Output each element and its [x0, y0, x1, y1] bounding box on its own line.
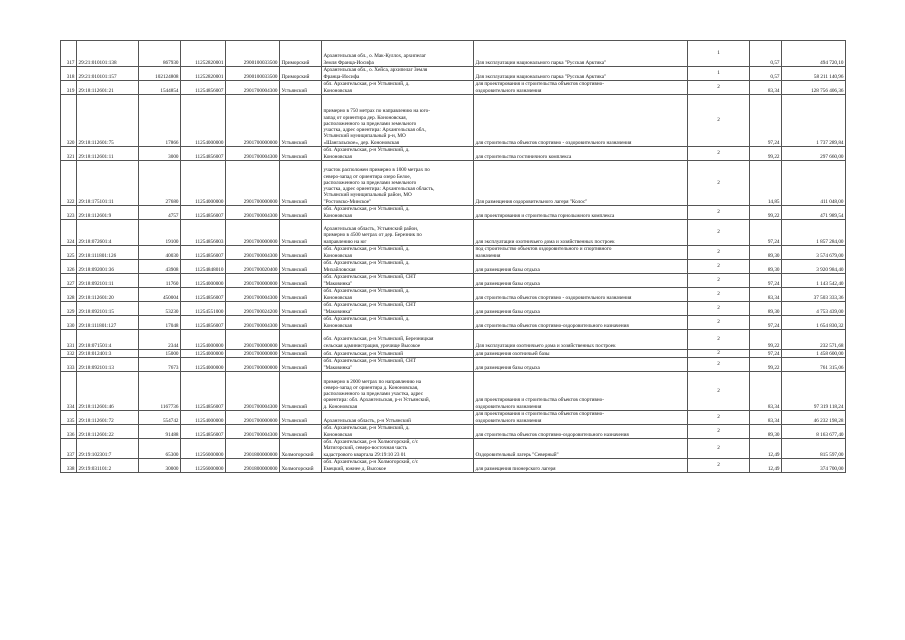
table-row	[61, 358, 846, 372]
okato-cell: 2901700004300	[226, 288, 280, 302]
oktmo-cell: 11254856007	[181, 81, 226, 95]
district-cell: Устьянский	[280, 425, 322, 439]
address-cell: обл. Архангельская, р-н Холмогорский, с/с Емецкий, южнее д. Высокое	[322, 459, 474, 473]
address-cell: Архангельская область, р-н Устьянский	[322, 411, 474, 425]
district-cell: Устьянский	[280, 350, 322, 358]
class-cell: 2	[688, 260, 750, 274]
cadastral-value-cell: 815 597,00	[782, 439, 846, 459]
oktmo-cell: 11254000000	[181, 411, 226, 425]
cadastral-number-cell: 29:21:010101:138	[77, 41, 139, 67]
permitted-use-cell: для размещения базы отдыха	[474, 302, 688, 316]
address-cell: обл. Архангельская, р-н Устьянский, СНТ "Маковинка"	[322, 358, 474, 372]
cadastral-value-cell: 37 503 333,36	[782, 288, 846, 302]
cadastral-value-cell: 297 660,00	[782, 147, 846, 161]
cadastral-number-cell: 29:18:111801:126	[77, 246, 139, 260]
cadastral-value-cell: 4 753 439,00	[782, 302, 846, 316]
cadastral-number-cell: 29:18:072601:4	[77, 220, 139, 246]
cadastral-value-cell: 8 163 677,40	[782, 425, 846, 439]
cadastral-value-cell: 374 700,00	[782, 459, 846, 473]
cadastral-number-cell: 29:18:012401:3	[77, 350, 139, 358]
class-cell: 2	[688, 459, 750, 473]
area-cell: 7673	[139, 358, 181, 372]
table-row	[61, 81, 846, 95]
permitted-use-cell: для проектирования и строительства объектов спортивно- оздоровительного назначения	[474, 411, 688, 425]
district-cell: Устьянский	[280, 302, 322, 316]
class-cell: 2	[688, 81, 750, 95]
okato-cell: 2901700000000	[226, 350, 280, 358]
oktmo-cell: 11254856007	[181, 246, 226, 260]
oktmo-cell: 11254848010	[181, 260, 226, 274]
district-cell: Холмогорский	[280, 459, 322, 473]
rate-cell: 89,30	[750, 260, 782, 274]
permitted-use-cell: для размещения базы отдыха	[474, 260, 688, 274]
rate-cell: 14,85	[750, 161, 782, 206]
okato-cell: 2901700004300	[226, 81, 280, 95]
cadastral-number-cell: 29:19:102301:7	[77, 439, 139, 459]
district-cell: Устьянский	[280, 95, 322, 147]
permitted-use-cell: для строительства объектов спортивно - оздоровительного назначения	[474, 95, 688, 147]
address-cell: обл. Архангельская, р-н Устьянский, д. Кононовская	[322, 81, 474, 95]
district-cell: Устьянский	[280, 147, 322, 161]
cadastral-number-cell: 29:18:112601:75	[77, 95, 139, 147]
table-row	[61, 411, 846, 425]
rate-cell: 99,22	[750, 358, 782, 372]
class-cell: 2	[688, 206, 750, 220]
oktmo-cell: 11254856007	[181, 147, 226, 161]
row-number-cell: 328	[61, 288, 77, 302]
cadastral-number-cell: 29:18:092101:11	[77, 274, 139, 288]
district-cell: Устьянский	[280, 411, 322, 425]
rate-cell: 89,30	[750, 425, 782, 439]
district-cell: Устьянский	[280, 206, 322, 220]
cadastral-value-cell: 58 211 140,96	[782, 67, 846, 81]
okato-cell: 2901700000000	[226, 161, 280, 206]
district-cell: Устьянский	[280, 316, 322, 330]
oktmo-cell: 11252820001	[181, 41, 226, 67]
cadastral-number-cell: 29:18:175101:11	[77, 161, 139, 206]
row-number-cell: 329	[61, 302, 77, 316]
okato-cell: 2901700000000	[226, 358, 280, 372]
permitted-use-cell: для строительства объектов спортивно-оздоровительного назначения	[474, 425, 688, 439]
address-cell: Архангельская обл., о. Хейса, архипелаг Земля Франца-Иосифа	[322, 67, 474, 81]
class-cell: 1	[688, 41, 750, 67]
table-row	[61, 41, 846, 67]
area-cell: 2344	[139, 330, 181, 350]
area-cell: 3000	[139, 147, 181, 161]
class-cell: 2	[688, 411, 750, 425]
cadastral-value-cell: 1 857 284,00	[782, 220, 846, 246]
okato-cell: 2901700000000	[226, 330, 280, 350]
cadastral-number-cell: 29:18:071501:4	[77, 330, 139, 350]
cadastral-value-cell: 761 315,06	[782, 358, 846, 372]
rate-cell: 97,24	[750, 220, 782, 246]
table-row	[61, 161, 846, 206]
cadastral-number-cell: 29:19:031101:2	[77, 459, 139, 473]
class-cell: 2	[688, 274, 750, 288]
land-plots-table	[60, 40, 846, 473]
cadastral-number-cell: 29:18:112601:20	[77, 288, 139, 302]
area-cell: 65300	[139, 439, 181, 459]
table-row	[61, 220, 846, 246]
district-cell: Устьянский	[280, 246, 322, 260]
rate-cell: 99,22	[750, 147, 782, 161]
row-number-cell: 330	[61, 316, 77, 330]
permitted-use-cell: для размещения охотничьей базы	[474, 350, 688, 358]
address-cell: примерно в 750 метрах по направлению на юго- запад от ориентира дер. Кононовская, расположенного за пределами земельного участка, адрес ориентира: Архангельская обл., Устьянский муниципальный р-н, МО «Шангальское», дер. Кононовская	[322, 95, 474, 147]
permitted-use-cell: для размещения пионерского лагеря	[474, 459, 688, 473]
address-cell: обл. Архангельская, р-н Устьянский, СНТ "Маковинка"	[322, 274, 474, 288]
oktmo-cell: 11254000000	[181, 350, 226, 358]
permitted-use-cell: для строительства гостиничного комплекса	[474, 147, 688, 161]
cadastral-number-cell: 29:18:111801:127	[77, 316, 139, 330]
table-row	[61, 147, 846, 161]
cadastral-value-cell: 3 920 984,40	[782, 260, 846, 274]
address-cell: обл. Архангельская, р-н Холмогорский, с/с Матигорский, северо-восточная часть кадастрового квартала 29:19:10 23 01	[322, 439, 474, 459]
permitted-use-cell: Для эксплуатации национального парка "Русская Арктика"	[474, 41, 688, 67]
okato-cell: 2901700004300	[226, 206, 280, 220]
class-cell: 2	[688, 358, 750, 372]
row-number-cell: 318	[61, 67, 77, 81]
oktmo-cell: 11254000000	[181, 161, 226, 206]
cadastral-value-cell: 1 458 600,00	[782, 350, 846, 358]
row-number-cell: 321	[61, 147, 77, 161]
rate-cell: 97,24	[750, 316, 782, 330]
rate-cell: 83,34	[750, 81, 782, 95]
district-cell: Приморский	[280, 67, 322, 81]
area-cell: 17048	[139, 316, 181, 330]
class-cell: 2	[688, 288, 750, 302]
address-cell: Архангельская обл., о. Мак-Куллох, архипелаг Земля Франца-Иосифа	[322, 41, 474, 67]
area-cell: 4757	[139, 206, 181, 220]
address-cell: обл. Архангельская, р-н Устьянский, д. Кононовская	[322, 316, 474, 330]
oktmo-cell: 11254000000	[181, 274, 226, 288]
permitted-use-cell: Для эксплуатации охотничьего дома и хозяйственных построек	[474, 330, 688, 350]
class-cell: 2	[688, 147, 750, 161]
area-cell: 19100	[139, 220, 181, 246]
oktmo-cell: 11254856007	[181, 425, 226, 439]
rate-cell: 83,34	[750, 411, 782, 425]
okato-cell: 2901700004300	[226, 372, 280, 411]
class-cell: 2	[688, 439, 750, 459]
cadastral-number-cell: 29:18:112601:21	[77, 81, 139, 95]
cadastral-value-cell: 1 654 830,32	[782, 316, 846, 330]
row-number-cell: 320	[61, 95, 77, 147]
class-cell: 2	[688, 220, 750, 246]
rate-cell: 0,57	[750, 41, 782, 67]
permitted-use-cell: для проектирования и строительства объектов спортивно- оздоровительного назначения	[474, 372, 688, 411]
address-cell: обл. Архангельская, р-н Устьянский, д. Михайловская	[322, 260, 474, 274]
row-number-cell: 322	[61, 161, 77, 206]
row-number-cell: 336	[61, 425, 77, 439]
oktmo-cell: 11254551000	[181, 302, 226, 316]
row-number-cell: 333	[61, 358, 77, 372]
rate-cell: 12,49	[750, 459, 782, 473]
oktmo-cell: 11254000000	[181, 95, 226, 147]
table-row	[61, 288, 846, 302]
table-row	[61, 67, 846, 81]
cadastral-number-cell: 29:18:112601:46	[77, 372, 139, 411]
table-row	[61, 372, 846, 411]
class-cell: 2	[688, 330, 750, 350]
okato-cell: 2901700000000	[226, 95, 280, 147]
oktmo-cell: 11254856003	[181, 220, 226, 246]
permitted-use-cell: для строительства объектов спортивно-оздоровительного назначения	[474, 316, 688, 330]
permitted-use-cell: для проектирования и строительства объектов спортивно- оздоровительного назначения	[474, 81, 688, 95]
cadastral-value-cell: 411 048,00	[782, 161, 846, 206]
row-number-cell: 324	[61, 220, 77, 246]
table-body	[61, 41, 846, 473]
table-row	[61, 425, 846, 439]
cadastral-value-cell: 128 756 406,36	[782, 81, 846, 95]
table-row	[61, 302, 846, 316]
okato-cell: 2901700020400	[226, 260, 280, 274]
class-cell: 2	[688, 302, 750, 316]
rate-cell: 83,34	[750, 372, 782, 411]
table-row	[61, 206, 846, 220]
area-cell: 30000	[139, 459, 181, 473]
table-row	[61, 459, 846, 473]
district-cell: Приморский	[280, 41, 322, 67]
address-cell: Архангельская область, Устьянский район, примерно в 4500 метрах от дер. Березник по направлению на юг	[322, 220, 474, 246]
cadastral-value-cell: 46 232 198,28	[782, 411, 846, 425]
area-cell: 867930	[139, 41, 181, 67]
row-number-cell: 327	[61, 274, 77, 288]
cadastral-value-cell: 471 989,54	[782, 206, 846, 220]
rate-cell: 97,24	[750, 274, 782, 288]
rate-cell: 83,34	[750, 288, 782, 302]
oktmo-cell: 11254856007	[181, 288, 226, 302]
area-cell: 450004	[139, 288, 181, 302]
permitted-use-cell: для эксплуатации охотничьего дома и хозяйственных построек	[474, 220, 688, 246]
district-cell: Устьянский	[280, 161, 322, 206]
cadastral-number-cell: 29:18:112601:11	[77, 147, 139, 161]
row-number-cell: 332	[61, 350, 77, 358]
permitted-use-cell: под строительство объектов оздоровительного и спортивного назначения	[474, 246, 688, 260]
address-cell: обл. Архангельская, р-н Устьянский, д. Кононовская	[322, 147, 474, 161]
district-cell: Устьянский	[280, 260, 322, 274]
area-cell: 15000	[139, 350, 181, 358]
oktmo-cell: 11254856007	[181, 372, 226, 411]
cadastral-number-cell: 29:18:092001:36	[77, 260, 139, 274]
area-cell: 27680	[139, 161, 181, 206]
table-row	[61, 316, 846, 330]
permitted-use-cell: Для эксплуатации национального парка "Русская Арктика"	[474, 67, 688, 81]
table-row	[61, 350, 846, 358]
okato-cell: 2900100033500	[226, 67, 280, 81]
address-cell: участок расположен примерно в 1000 метрах по северо-запад от ориентира озеро Белое, расположенного за пределами земельного участка, адрес ориентира: Архангельская область, Устьянский муниципальный район, МО "Ростовско-Минское"	[322, 161, 474, 206]
cadastral-value-cell: 97 319 118,24	[782, 372, 846, 411]
row-number-cell: 323	[61, 206, 77, 220]
area-cell: 102124808	[139, 67, 181, 81]
table-row	[61, 95, 846, 147]
okato-cell: 2901800000000	[226, 439, 280, 459]
cadastral-value-cell: 3 574 679,00	[782, 246, 846, 260]
area-cell: 11760	[139, 274, 181, 288]
area-cell: 554742	[139, 411, 181, 425]
address-cell: обл. Архангельская, р-н Устьянский	[322, 350, 474, 358]
permitted-use-cell: для размещения базы отдыха	[474, 274, 688, 288]
district-cell: Устьянский	[280, 330, 322, 350]
class-cell: 2	[688, 95, 750, 147]
rate-cell: 97,24	[750, 350, 782, 358]
okato-cell: 2901700024200	[226, 302, 280, 316]
address-cell: обл. Архангельская, р-н Устьянский, Березницкая сельская администрация, урочище Высокое	[322, 330, 474, 350]
class-cell: 2	[688, 316, 750, 330]
oktmo-cell: 11252820001	[181, 67, 226, 81]
cadastral-number-cell: 29:18:112601:22	[77, 425, 139, 439]
class-cell: 2	[688, 161, 750, 206]
area-cell: 43908	[139, 260, 181, 274]
oktmo-cell: 11254856007	[181, 206, 226, 220]
district-cell: Устьянский	[280, 372, 322, 411]
okato-cell: 2901700004300	[226, 425, 280, 439]
cadastral-number-cell: 29:21:010101:157	[77, 67, 139, 81]
rate-cell: 12,49	[750, 439, 782, 459]
address-cell: обл. Архангельская, р-н Устьянский, д. Кононовская	[322, 246, 474, 260]
row-number-cell: 335	[61, 411, 77, 425]
cadastral-number-cell: 29:18:092101:13	[77, 358, 139, 372]
area-cell: 53230	[139, 302, 181, 316]
address-cell: обл. Архангельская, р-н Устьянский, д. Кононовская	[322, 288, 474, 302]
class-cell: 2	[688, 246, 750, 260]
rate-cell: 99,22	[750, 206, 782, 220]
rate-cell: 99,22	[750, 330, 782, 350]
rate-cell: 89,30	[750, 302, 782, 316]
oktmo-cell: 11256000000	[181, 439, 226, 459]
permitted-use-cell: для проектирования и строительства горнолыжного комплекса	[474, 206, 688, 220]
oktmo-cell: 11254000000	[181, 358, 226, 372]
table-row	[61, 260, 846, 274]
area-cell: 40030	[139, 246, 181, 260]
address-cell: обл. Архангельская, р-н Устьянский, д. Кононовская	[322, 425, 474, 439]
okato-cell: 2901700004300	[226, 147, 280, 161]
area-cell: 1544854	[139, 81, 181, 95]
district-cell: Устьянский	[280, 274, 322, 288]
cadastral-value-cell: 1 143 542,40	[782, 274, 846, 288]
okato-cell: 2901700000000	[226, 274, 280, 288]
address-cell: обл. Архангельская, р-н Устьянский, д. Кононовская	[322, 206, 474, 220]
class-cell: 1	[688, 67, 750, 81]
district-cell: Устьянский	[280, 220, 322, 246]
okato-cell: 2901700000000	[226, 220, 280, 246]
permitted-use-cell: для строительства объектов спортивно - оздоровительного назначения	[474, 288, 688, 302]
cadastral-value-cell: 232 571,68	[782, 330, 846, 350]
okato-cell: 2901700004300	[226, 246, 280, 260]
area-cell: 1167736	[139, 372, 181, 411]
okato-cell: 2901700000000	[226, 411, 280, 425]
okato-cell: 2901700004300	[226, 316, 280, 330]
table-row	[61, 274, 846, 288]
rate-cell: 0,57	[750, 67, 782, 81]
row-number-cell: 319	[61, 81, 77, 95]
area-cell: 17866	[139, 95, 181, 147]
row-number-cell: 338	[61, 459, 77, 473]
area-cell: 91488	[139, 425, 181, 439]
okato-cell: 2901800000000	[226, 459, 280, 473]
district-cell: Устьянский	[280, 81, 322, 95]
rate-cell: 97,24	[750, 95, 782, 147]
row-number-cell: 326	[61, 260, 77, 274]
row-number-cell: 325	[61, 246, 77, 260]
district-cell: Устьянский	[280, 358, 322, 372]
oktmo-cell: 11254000000	[181, 330, 226, 350]
cadastral-value-cell: 1 737 289,84	[782, 95, 846, 147]
cadastral-value-cell: 494 720,10	[782, 41, 846, 67]
row-number-cell: 334	[61, 372, 77, 411]
row-number-cell: 337	[61, 439, 77, 459]
land-registry-sheet	[60, 40, 845, 473]
row-number-cell: 331	[61, 330, 77, 350]
rate-cell: 89,30	[750, 246, 782, 260]
oktmo-cell: 11256000000	[181, 459, 226, 473]
okato-cell: 2900100033500	[226, 41, 280, 67]
table-row	[61, 246, 846, 260]
cadastral-number-cell: 29:18:092101:15	[77, 302, 139, 316]
row-number-cell: 317	[61, 41, 77, 67]
address-cell: обл. Архангельская, р-н Устьянский, СНТ "Маковинка"	[322, 302, 474, 316]
oktmo-cell: 11254856007	[181, 316, 226, 330]
permitted-use-cell: для размещения базы отдыха	[474, 358, 688, 372]
class-cell: 2	[688, 372, 750, 411]
cadastral-number-cell: 29:18:112601:72	[77, 411, 139, 425]
permitted-use-cell: Для размещения оздоровительного лагеря "Колос"	[474, 161, 688, 206]
district-cell: Устьянский	[280, 288, 322, 302]
permitted-use-cell: Оздоровительный лагерь "Северный"	[474, 439, 688, 459]
class-cell: 2	[688, 350, 750, 358]
district-cell: Холмогорский	[280, 439, 322, 459]
table-row	[61, 439, 846, 459]
cadastral-number-cell: 29:18:112601:9	[77, 206, 139, 220]
table-row	[61, 330, 846, 350]
address-cell: примерно в 2000 метрах по направлению на северо-запад от ориентира д. Кононовская, расположенного за пределами участка, адрес ориентира: обл. Архангельская, р-н Устьянский, д. Кононовская	[322, 372, 474, 411]
class-cell: 2	[688, 425, 750, 439]
